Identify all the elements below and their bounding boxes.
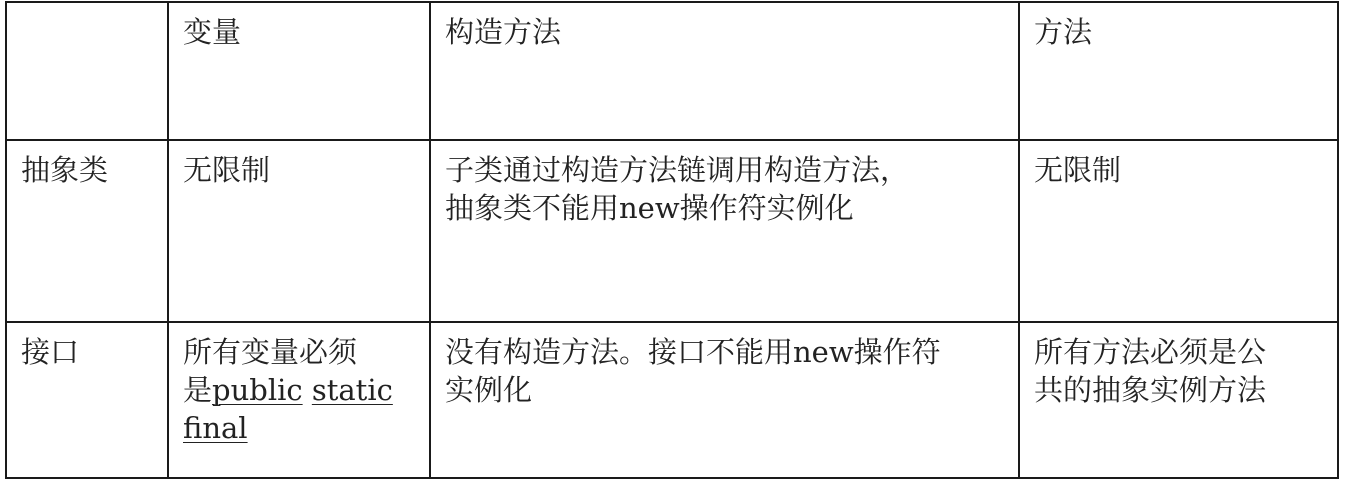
interface-methods-line-1: 所有方法必须是公 xyxy=(1034,335,1267,369)
abstract-constructors-line-1: 子类通过构造方法链调用构造方法， xyxy=(445,153,910,187)
header-row xyxy=(6,2,1338,140)
header-corner-cell xyxy=(6,2,168,140)
interface-variables-cell xyxy=(168,322,430,478)
interface-constructors-line-1: 没有构造方法。接口不能用new操作符 xyxy=(445,335,941,369)
header-methods: 方法 xyxy=(1019,2,1338,140)
abstract-variables-cell: 无限制 xyxy=(168,140,430,322)
comparison-table xyxy=(5,1,1339,479)
interface-constructors-line-2: 实例化 xyxy=(445,373,533,407)
abstract-constructors-cell xyxy=(430,140,1019,322)
interface-methods-line-2: 共的抽象实例方法 xyxy=(1034,373,1267,407)
interface-variables-prefix: 所有变量必须 是 xyxy=(183,335,358,407)
keyword-static-link[interactable]: static xyxy=(311,373,393,407)
row-label-interface: 接口 xyxy=(6,322,168,478)
interface-constructors-cell xyxy=(430,322,1019,478)
keyword-public-link[interactable]: public xyxy=(212,373,303,407)
interface-methods-cell xyxy=(1019,322,1338,478)
header-variables: 变量 xyxy=(168,2,430,140)
abstract-constructors-line-2: 抽象类不能用new操作符实例化 xyxy=(445,191,854,225)
header-constructors: 构造方法 xyxy=(430,2,1019,140)
keyword-final-link[interactable]: final xyxy=(183,411,248,445)
table-row-abstract-class xyxy=(6,140,1338,322)
abstract-methods-cell: 无限制 xyxy=(1019,140,1338,322)
table-row-interface xyxy=(6,322,1338,478)
row-label-abstract-class: 抽象类 xyxy=(6,140,168,322)
